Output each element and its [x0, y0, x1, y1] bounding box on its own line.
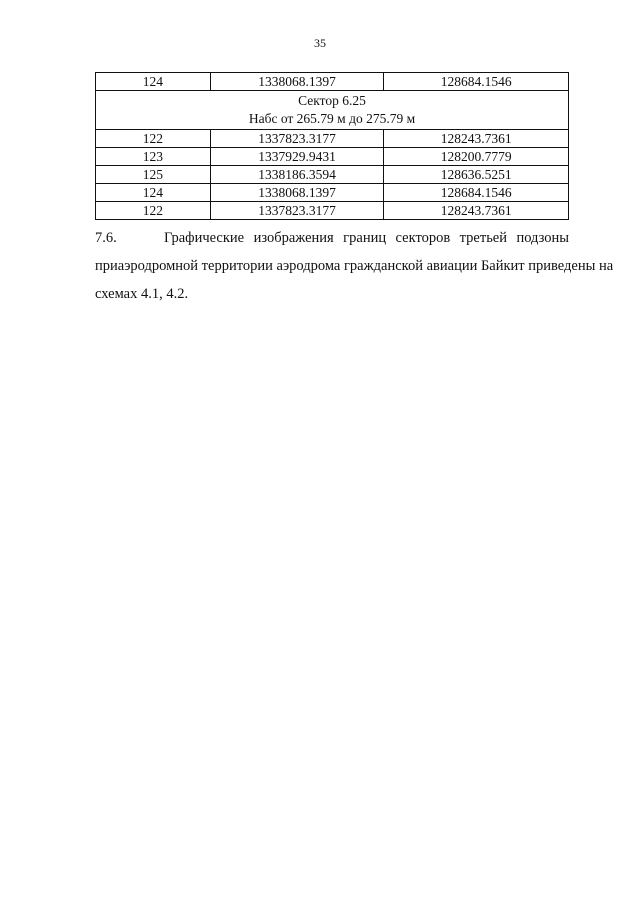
- paragraph-number: 7.6.: [95, 230, 117, 246]
- table-cell: 128684.1546: [384, 73, 569, 91]
- table-cell: 128243.7361: [384, 202, 569, 220]
- table-cell: 123: [96, 148, 211, 166]
- table-cell: 128636.5251: [384, 166, 569, 184]
- table-cell: 1338068.1397: [210, 73, 384, 91]
- table-cell: 122: [96, 130, 211, 148]
- table-cell: 125: [96, 166, 211, 184]
- table-cell: 128200.7779: [384, 148, 569, 166]
- table-row: [96, 148, 569, 166]
- table-row: [96, 73, 569, 91]
- paragraph-line-1-text: Графические изображения границ секторов третьей подзоны: [164, 230, 569, 246]
- table-cell: 1337929.9431: [210, 148, 384, 166]
- table-cell: 1338068.1397: [210, 184, 384, 202]
- table-cell: 128243.7361: [384, 130, 569, 148]
- page-number: 35: [314, 36, 326, 50]
- paragraph-line-1: [95, 224, 569, 252]
- table-row: [96, 166, 569, 184]
- table-row: [96, 184, 569, 202]
- table-cell: 128684.1546: [384, 184, 569, 202]
- sector-height-range: Набс от 265.79 м до 275.79 м: [248, 111, 416, 126]
- paragraph-7-6: [95, 224, 614, 308]
- paragraph-line-3: схемах 4.1, 4.2.: [95, 286, 189, 302]
- sector-header: [96, 91, 569, 130]
- sector-header-row: [96, 91, 569, 130]
- table-cell: 122: [96, 202, 211, 220]
- table-row: [96, 130, 569, 148]
- table-cell: 1338186.3594: [210, 166, 384, 184]
- table-cell: 1337823.3177: [210, 130, 384, 148]
- table-cell: 124: [96, 184, 211, 202]
- paragraph-line-2: приаэродромной территории аэродрома гражданской авиации Байкит приведены на: [95, 258, 614, 274]
- coordinates-table: [95, 72, 569, 220]
- table-cell: 124: [96, 73, 211, 91]
- table-row: [96, 202, 569, 220]
- sector-title: Сектор 6.25: [298, 93, 366, 108]
- table-cell: 1337823.3177: [210, 202, 384, 220]
